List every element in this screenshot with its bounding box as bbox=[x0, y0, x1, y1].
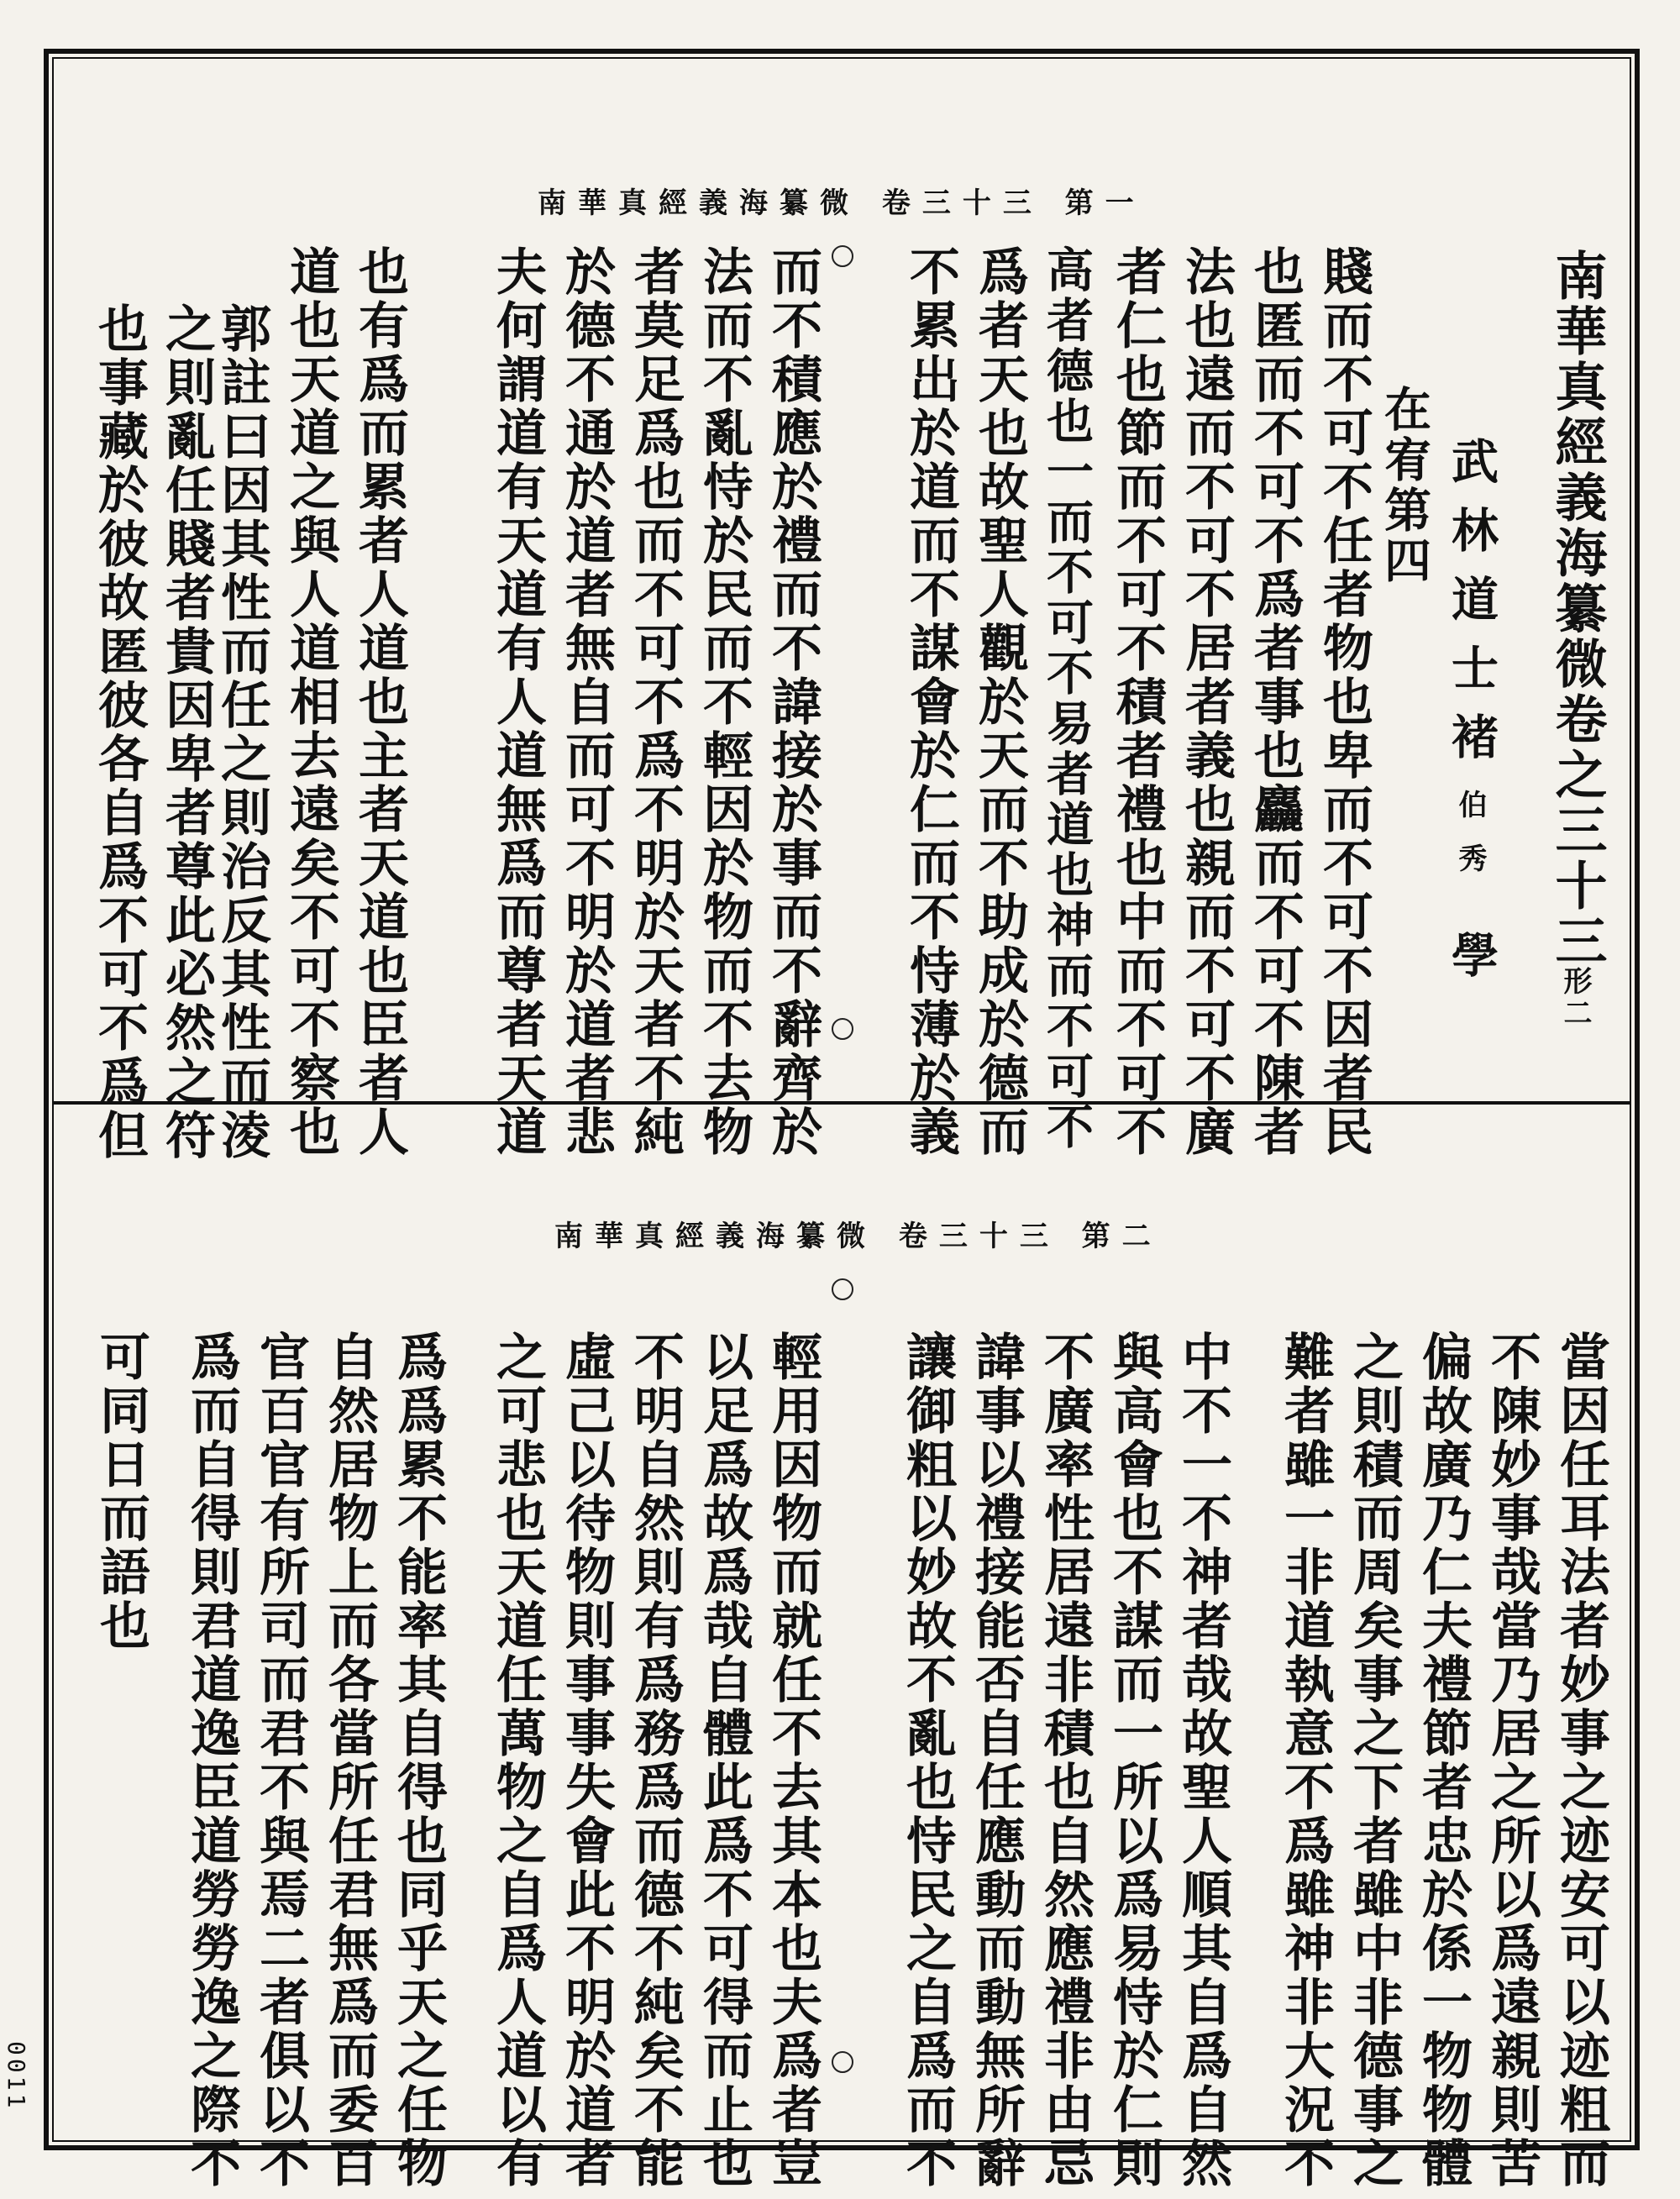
circle-mark-icon bbox=[832, 1018, 853, 1040]
lower-column: 虛己以待物則事事失會此不明於道者 bbox=[557, 1330, 616, 2191]
upper-column: 也匿而不可不爲者事也麤而不可不陳者 bbox=[1246, 245, 1305, 1159]
lower-column: 難者雖一非道執意不爲雖神非大況不 bbox=[1276, 1330, 1335, 2191]
lower-column: 之可悲也天道任萬物之自爲人道以有 bbox=[488, 1330, 547, 2191]
lower-column: 自然居物上而各當所任君無爲而委百 bbox=[320, 1330, 379, 2191]
circle-mark-icon bbox=[832, 1278, 853, 1300]
lower-column: 爲而自得則君道逸臣道勞勞逸之際不 bbox=[182, 1330, 241, 2191]
upper-header: 南華真經義海纂微 卷三十三 第一 bbox=[538, 186, 1146, 220]
upper-column: 之則亂任賤者貴因卑者尊此必然之符 bbox=[157, 302, 216, 1162]
upper-column: 夫何謂道有天道有人道無爲而尊者天道 bbox=[488, 245, 547, 1159]
title-note: 形二 bbox=[1558, 966, 1592, 1030]
lower-column: 輕用因物而就任不去其本也夫爲者豈 bbox=[764, 1330, 822, 2191]
book-title: 南華真經義海纂微卷之三十三 bbox=[1546, 249, 1608, 969]
upper-column: 而不積應於禮而不諱接於事而不辭齊於 bbox=[764, 245, 822, 1159]
upper-column: 也有爲而累者人道也主者天道也臣者人 bbox=[350, 245, 409, 1159]
lower-column: 不廣率性居遠非積也自然應禮非由忌 bbox=[1036, 1330, 1095, 2191]
upper-column: 法也遠而不可不居者義也親而不可不廣 bbox=[1177, 245, 1236, 1159]
upper-column: 高者德也一而不可不易者道也神而不可不 bbox=[1039, 245, 1095, 1152]
lower-header: 南華真經義海纂微 卷三十三 第二 bbox=[554, 1220, 1163, 1253]
lower-column: 不明自然則有爲務爲而德不純矣不能 bbox=[626, 1330, 685, 2191]
circle-mark-icon bbox=[832, 2051, 853, 2073]
lower-column: 讓御粗以妙故不亂也恃民之自爲而不 bbox=[898, 1330, 957, 2191]
upper-column: 賤而不可不任者物也卑而不可不因者民 bbox=[1315, 245, 1373, 1159]
upper-column: 不累出於道而不謀會於仁而不恃薄於義 bbox=[901, 245, 960, 1159]
author-name: 伯秀 bbox=[1453, 790, 1487, 897]
upper-column: 者仁也節而不可不積者禮也中而不可不 bbox=[1108, 245, 1167, 1159]
circle-mark-icon bbox=[832, 245, 853, 267]
lower-column: 可同日而語也 bbox=[92, 1330, 150, 1653]
section-title: 在宥第四 bbox=[1377, 385, 1432, 586]
lower-column: 諱事以禮接能否自任應動而動無所辭 bbox=[967, 1330, 1026, 2191]
lower-column: 以足爲故爲哉自體此爲不可得而止也 bbox=[695, 1330, 753, 2191]
lower-column: 與高會也不謀而一所以爲易恃於仁則 bbox=[1105, 1330, 1163, 2191]
upper-column: 也事藏於彼故匿彼各自爲不可不爲但 bbox=[90, 302, 149, 1162]
author-suffix: 學 bbox=[1444, 931, 1499, 1000]
lower-column: 之則積而周矣事之下者雖中非德事之 bbox=[1345, 1330, 1404, 2191]
upper-column: 法而不亂恃於民而不輕因於物而不去物 bbox=[695, 245, 753, 1159]
upper-column: 郭註曰因其性而任之則治反其性而淩 bbox=[213, 302, 271, 1162]
author-line: 武林道士褚 bbox=[1444, 437, 1499, 781]
page-number: 0011 bbox=[3, 2041, 30, 2112]
upper-column: 爲者天也故聖人觀於天而不助成於德而 bbox=[970, 245, 1029, 1159]
lower-column: 官百官有所司而君不與焉二者俱以不 bbox=[251, 1330, 310, 2191]
upper-column: 者莫足爲也而不可不爲不明於天者不純 bbox=[626, 245, 685, 1159]
lower-column: 偏故廣乃仁夫禮節者忠於係一物物體 bbox=[1414, 1330, 1473, 2191]
upper-column: 道也天道之與人道相去遠矣不可不察也 bbox=[281, 245, 340, 1159]
lower-column: 爲爲累不能率其自得也同乎天之任物 bbox=[389, 1330, 448, 2191]
lower-column: 當因任耳法者妙事之迹安可以迹粗而 bbox=[1551, 1330, 1610, 2191]
upper-column: 於德不通於道者無自而可不明於道者悲 bbox=[557, 245, 616, 1159]
lower-column: 不陳妙事哉當乃居之所以爲遠親則苦 bbox=[1483, 1330, 1541, 2191]
lower-column: 中不一不神者哉故聖人順其自爲自然 bbox=[1173, 1330, 1232, 2191]
